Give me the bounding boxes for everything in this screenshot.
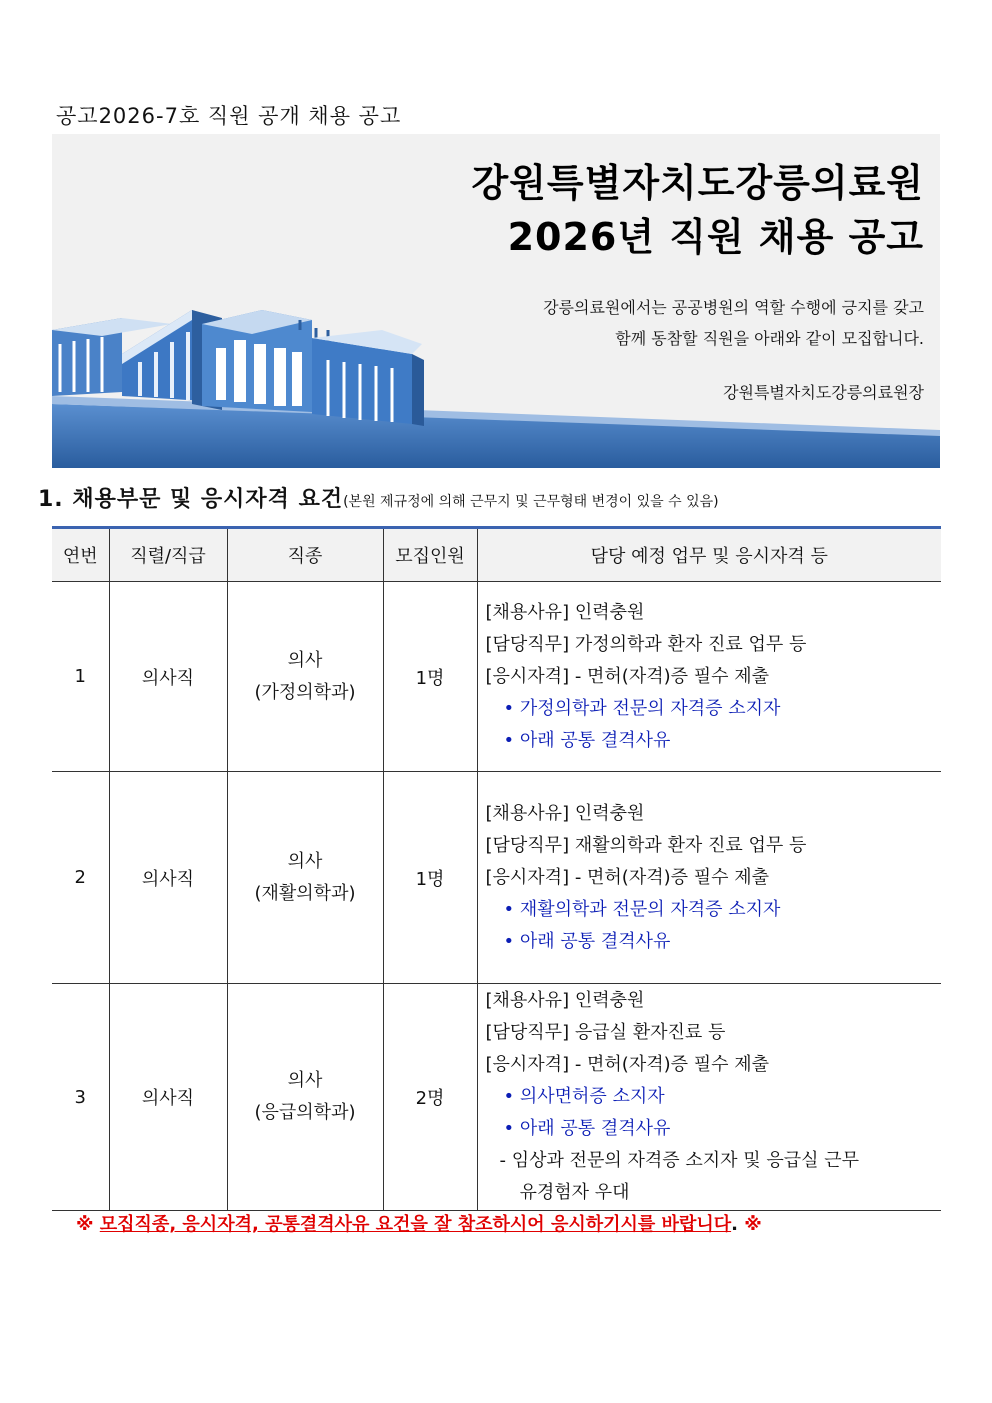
job-title: 의사 bbox=[287, 1070, 323, 1091]
qualification-bullet: • 아래 공통 결격사유 bbox=[503, 1118, 671, 1139]
row-job bbox=[227, 582, 383, 772]
qualification-bullet: • 가정의학과 전문의 자격증 소지자 bbox=[503, 697, 781, 719]
qualification: [응시자격] - 면허(자격)증 필수 제출 bbox=[485, 1054, 770, 1075]
section-heading-note: (본원 제규정에 의해 근무지 및 근무형태 변경이 있을 수 있음) bbox=[343, 494, 719, 510]
header-job: 직종 bbox=[227, 528, 383, 582]
duty-description: [담당직무] 응급실 환자진료 등 bbox=[485, 1022, 726, 1043]
banner-signature: 강원특별자치도강릉의료원장 bbox=[723, 383, 924, 402]
job-title: 의사 bbox=[287, 649, 323, 671]
job-department: (가정의학과) bbox=[254, 681, 356, 703]
footnote-mark-tail: ※ bbox=[737, 1214, 762, 1235]
duty-description: [담당직무] 재활의학과 환자 진료 업무 등 bbox=[485, 834, 807, 856]
footnote-text: 모집직종, 응시자격, 공통결격사유 요건을 잘 참조하시어 응시하기시를 바랍니다 bbox=[99, 1214, 732, 1235]
row-duty bbox=[477, 582, 941, 772]
row-series: 의사직 bbox=[109, 772, 227, 984]
preference-note: - 임상과 전문의 자격증 소지자 및 응급실 근무 bbox=[499, 1150, 860, 1171]
table-row bbox=[52, 772, 941, 984]
job-title: 의사 bbox=[287, 850, 323, 872]
banner-title-line1: 강원특별자치도강릉의료원 bbox=[471, 161, 924, 205]
table-row bbox=[52, 582, 941, 772]
footnote bbox=[76, 1210, 762, 1236]
banner-desc-line1: 강릉의료원에서는 공공병원의 역할 수행에 긍지를 갖고 bbox=[543, 298, 924, 317]
qualification-bullet: • 아래 공통 결격사유 bbox=[503, 729, 671, 751]
hire-reason: [채용사유] 인력충원 bbox=[485, 601, 645, 623]
row-count: 1명 bbox=[383, 582, 477, 772]
row-series: 의사직 bbox=[109, 582, 227, 772]
preference-note-cont: 유경험자 우대 bbox=[519, 1182, 630, 1203]
row-job bbox=[227, 772, 383, 984]
header-no: 연번 bbox=[52, 528, 109, 582]
section-heading-title: 1. 채용부문 및 응시자격 요건 bbox=[38, 487, 344, 512]
header-duty: 담당 예정 업무 및 응시자격 등 bbox=[477, 528, 941, 582]
notice-number: 공고2026-7호 직원 공개 채용 공고 bbox=[56, 104, 402, 128]
qualification: [응시자격] - 면허(자격)증 필수 제출 bbox=[485, 866, 770, 888]
row-job bbox=[227, 984, 383, 1211]
table-row bbox=[52, 984, 941, 1211]
qualification-bullet: • 재활의학과 전문의 자격증 소지자 bbox=[503, 898, 781, 920]
banner-title-line2: 2026년 직원 채용 공고 bbox=[507, 215, 924, 259]
qualification: [응시자격] - 면허(자격)증 필수 제출 bbox=[485, 665, 770, 687]
job-department: (재활의학과) bbox=[254, 882, 356, 904]
row-series: 의사직 bbox=[109, 984, 227, 1211]
header-series: 직렬/직급 bbox=[109, 528, 227, 582]
banner-title bbox=[472, 156, 925, 264]
qualification-bullet: • 의사면허증 소지자 bbox=[503, 1086, 665, 1107]
header-count: 모집인원 bbox=[383, 528, 477, 582]
row-duty bbox=[477, 772, 941, 984]
footnote-period: . bbox=[731, 1214, 738, 1235]
duty-description: [담당직무] 가정의학과 환자 진료 업무 등 bbox=[485, 633, 807, 655]
row-no: 3 bbox=[52, 984, 109, 1211]
row-no: 2 bbox=[52, 772, 109, 984]
hire-reason: [채용사유] 인력충원 bbox=[485, 802, 645, 824]
qualification-bullet: • 아래 공통 결격사유 bbox=[503, 930, 671, 952]
job-department: (응급의학과) bbox=[254, 1102, 356, 1123]
footnote-mark-lead: ※ bbox=[76, 1214, 100, 1235]
recruitment-table bbox=[52, 526, 941, 1211]
announcement-banner bbox=[52, 134, 940, 468]
banner-desc-line2: 함께 동참할 직원을 아래와 같이 모집합니다. bbox=[615, 329, 924, 348]
banner-description bbox=[543, 292, 924, 354]
table-header-row bbox=[52, 528, 941, 582]
row-count: 1명 bbox=[383, 772, 477, 984]
section-heading bbox=[38, 482, 719, 513]
row-duty bbox=[477, 984, 941, 1211]
row-no: 1 bbox=[52, 582, 109, 772]
row-count: 2명 bbox=[383, 984, 477, 1211]
hire-reason: [채용사유] 인력충원 bbox=[485, 990, 645, 1011]
